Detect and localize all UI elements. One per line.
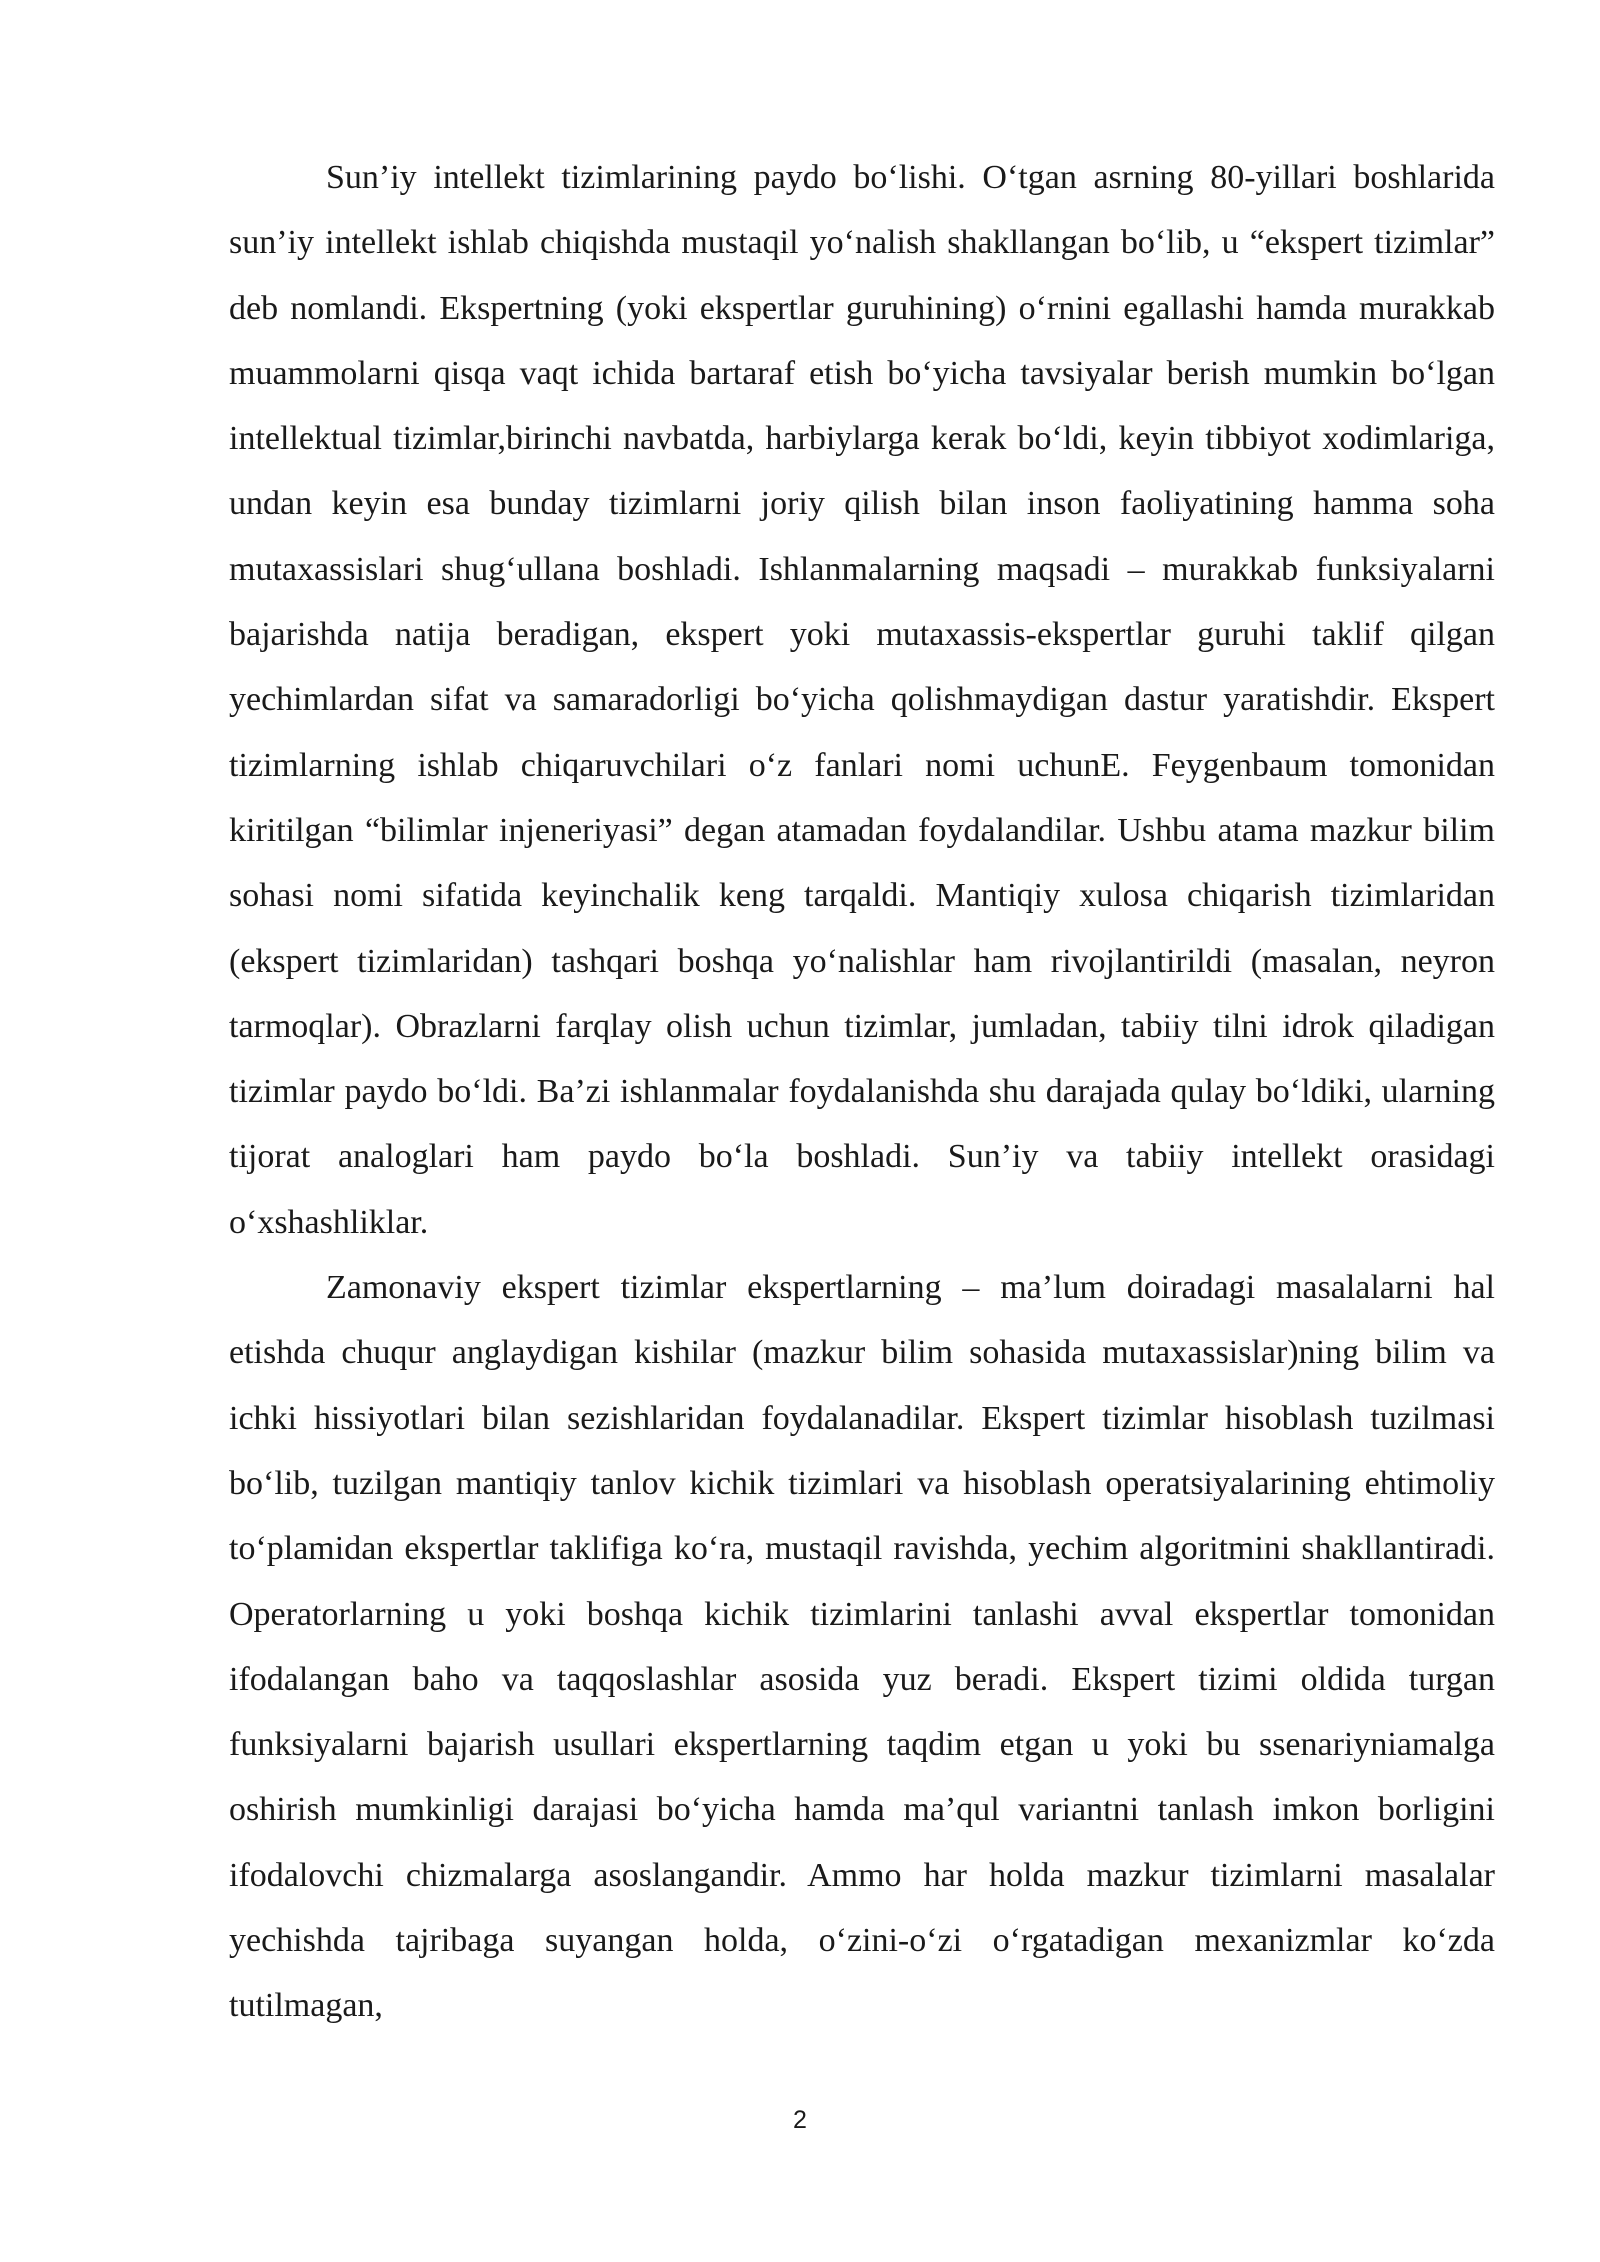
page-number: 2: [793, 2106, 807, 2134]
paragraph-modern-expert-systems: Zamonaviy ekspert tizimlar ekspertlarning – ma’lum doiradagi masalalarni hal etishda chuqur anglaydigan kishilar (mazkur bilim sohasida mutaxassislar)ning bilim va ichki hissiyotlari bilan sezishlaridan foydalanadilar. Ekspert tizimlar hisoblash tuzilmasi bo‘lib, tuzilgan mantiqiy tanlov kichik tizimlari va hisoblash operatsiyalarining ehtimoliy to‘plamidan ekspertlar taklifiga ko‘ra, mustaqil ravishda, yechim algoritmini shakllantiradi. Operatorlarning u yoki boshqa kichik tizimlarini tanlashi avval ekspertlar tomonidan ifodalangan baho va taqqoslashlar asosida yuz beradi. Ekspert tizimi oldida turgan funksiyalarni bajarish usullari ekspertlarning taqdim etgan u yoki bu ssenariyniamalga oshirish mumkinligi darajasi bo‘yicha hamda ma’qul variantni tanlash imkon borligini ifodalovchi chizmalarga asoslangandir. Ammo har holda mazkur tizimlarni masalalar yechishda tajribaga suyangan holda, o‘zini-o‘zi o‘rgatadigan mexanizmlar ko‘zda tutilmagan,: [229, 1269, 1495, 2025]
document-body: [229, 145, 1495, 2039]
paragraph-ai-systems-origin: Sun’iy intellekt tizimlarining paydo bo‘lishi. O‘tgan asrning 80-yillari boshlarida sun’iy intellekt ishlab chiqishda mustaqil yo‘nalish shakllangan bo‘lib, u “ekspert tizimlar” deb nomlandi. Ekspertning (yoki ekspertlar guruhining) o‘rnini egallashi hamda murakkab muammolarni qisqa vaqt ichida bartaraf etish bo‘yicha tavsiyalar berish mumkin bo‘lgan intellektual tizimlar,birinchi navbatda, harbiylarga kerak bo‘ldi, keyin tibbiyot xodimlariga, undan keyin esa bunday tizimlarni joriy qilish bilan inson faoliyatining hamma soha mutaxassislari shug‘ullana boshladi. Ishlanmalarning maqsadi – murakkab funksiyalarni bajarishda natija beradigan, ekspert yoki mutaxassis-ekspertlar guruhi taklif qilgan yechimlardan sifat va samaradorligi bo‘yicha qolishmaydigan dastur yaratishdir. Ekspert tizimlarning ishlab chiqaruvchilari o‘z fanlari nomi uchunE. Feygenbaum tomonidan kiritilgan “bilimlar injeneriyasi” degan atamadan foydalandilar. Ushbu atama mazkur bilim sohasi nomi sifatida keyinchalik keng tarqaldi. Mantiqiy xulosa chiqarish tizimlaridan (ekspert tizimlaridan) tashqari boshqa yo‘nalishlar ham rivojlantirildi (masalan, neyron tarmoqlar). Obrazlarni farqlay olish uchun tizimlar, jumladan, tabiiy tilni idrok qiladigan tizimlar paydo bo‘ldi. Ba’zi ishlanmalar foydalanishda shu darajada qulay bo‘ldiki, ularning tijorat analoglari ham paydo bo‘la boshladi. Sun’iy va tabiiy intellekt orasidagi o‘xshashliklar.: [229, 159, 1495, 1241]
